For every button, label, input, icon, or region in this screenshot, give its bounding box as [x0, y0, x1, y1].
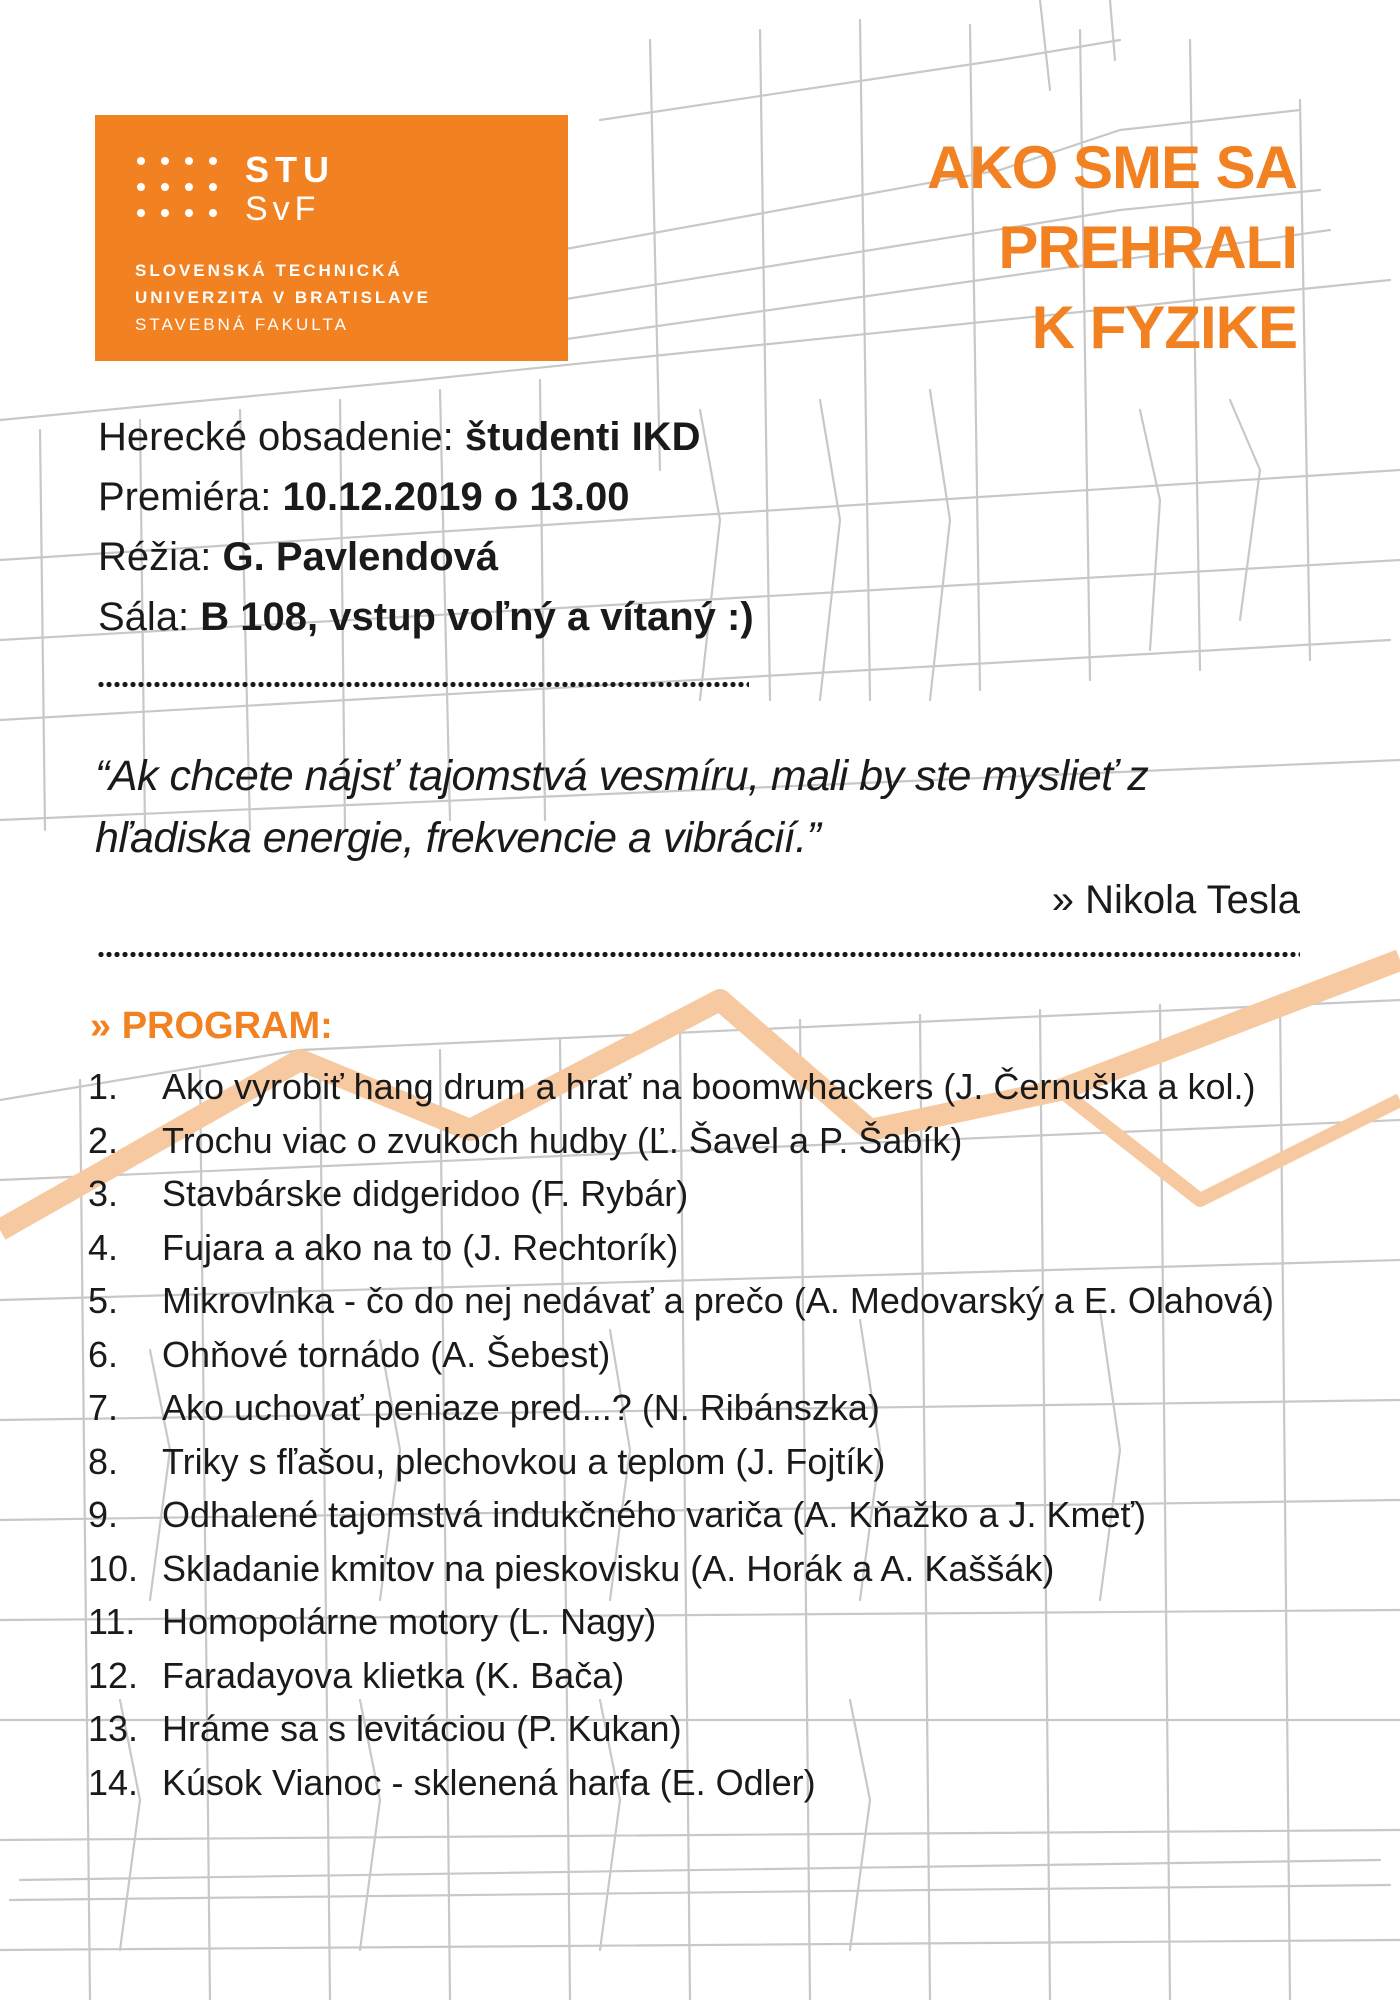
program-item-number: 10.	[88, 1547, 139, 1589]
hall-value: B 108, vstup voľný a vítaný :)	[200, 595, 754, 639]
program-list	[88, 1060, 1328, 1809]
program-item-text: Faradayova klietka (K. Bača)	[162, 1654, 625, 1696]
director-label: Réžia:	[98, 535, 223, 579]
program-item-number: 3.	[88, 1173, 119, 1214]
program-item	[88, 1167, 1328, 1221]
program-item-number: 5.	[88, 1280, 119, 1321]
program-item	[88, 1702, 1328, 1756]
program-item	[88, 1756, 1328, 1810]
program-item-number: 12.	[88, 1654, 139, 1696]
program-item-text: Trochu viac o zvukoch hudby (Ľ. Šavel a P. Šabík)	[162, 1119, 963, 1161]
program-item-number: 1.	[88, 1066, 119, 1107]
program-item	[88, 1488, 1328, 1542]
program-item-text: Homopolárne motory (L. Nagy)	[162, 1601, 657, 1642]
quote-line2: hľadiska energie, frekvencie a vibrácií.”	[95, 814, 821, 862]
dotted-divider-long	[97, 951, 1300, 958]
program-item	[88, 1542, 1328, 1596]
program-item-number: 8.	[88, 1440, 119, 1482]
program-item	[88, 1221, 1328, 1275]
cast-label: Herecké obsadenie:	[98, 415, 465, 459]
program-item	[88, 1649, 1328, 1703]
event-title	[697, 128, 1297, 368]
program-item-number: 9.	[88, 1494, 119, 1535]
premiere-value: 10.12.2019 o 13.00	[282, 475, 630, 519]
event-title-line2: PREHRALI	[998, 214, 1297, 281]
program-item-text: Ako vyrobiť hang drum a hrať na boomwhackers (J. Černuška a kol.)	[162, 1066, 1256, 1107]
program-item-number: 7.	[88, 1387, 119, 1428]
program-item-text: Kúsok Vianoc - sklenená harfa (E. Odler)	[162, 1761, 816, 1803]
premiere-label: Premiéra:	[98, 475, 283, 519]
program-item-text: Ako uchovať peniaze pred...? (N. Ribánszka)	[162, 1387, 880, 1428]
program-item	[88, 1381, 1328, 1435]
cast-value: študenti IKD	[464, 415, 701, 459]
program-item	[88, 1060, 1328, 1114]
hall-label: Sála:	[98, 595, 201, 639]
logo-brand-svf: SvF	[245, 190, 321, 228]
program-item-text: Skladanie kmitov na pieskovisku (A. Horák a A. Kaššák)	[162, 1547, 1055, 1589]
premiere-row	[98, 467, 754, 527]
quote-line1: “Ak chcete nájsť tajomstvá vesmíru, mali by ste myslieť z	[95, 752, 1149, 800]
program-item-text: Fujara a ako na to (J. Rechtorík)	[162, 1226, 679, 1268]
tesla-quote	[95, 745, 1310, 869]
logo-brand-stu: STU	[245, 149, 335, 190]
dotted-divider-short	[97, 681, 749, 688]
program-item	[88, 1114, 1328, 1168]
hall-row	[98, 587, 754, 647]
program-item	[88, 1328, 1328, 1382]
program-item-text: Ohňové tornádo (A. Šebest)	[162, 1333, 611, 1375]
logo-university-line1: SLOVENSKÁ TECHNICKÁ	[135, 261, 403, 280]
program-item-text: Triky s fľašou, plechovkou a teplom (J. Fojtík)	[162, 1440, 886, 1482]
program-item-number: 2.	[88, 1119, 119, 1161]
event-info	[98, 407, 754, 647]
program-item-number: 4.	[88, 1226, 119, 1268]
stu-svf-logo	[95, 115, 568, 361]
quote-author: » Nikola Tesla	[1051, 878, 1300, 922]
program-heading: » PROGRAM:	[90, 1005, 333, 1047]
program-item-number: 11.	[88, 1601, 136, 1642]
director-value: G. Pavlendová	[222, 535, 499, 579]
program-item-number: 13.	[88, 1708, 139, 1749]
cast-row	[98, 407, 754, 467]
logo-dots-icon	[137, 157, 227, 222]
logo-university-name	[135, 257, 431, 338]
event-title-line1: AKO SME SA	[926, 134, 1297, 201]
program-item-number: 14.	[88, 1761, 139, 1803]
program-item-text: Hráme sa s levitáciou (P. Kukan)	[162, 1708, 682, 1749]
event-title-line3: K FYZIKE	[1031, 294, 1297, 361]
program-item-number: 6.	[88, 1333, 119, 1375]
logo-faculty: STAVEBNÁ FAKULTA	[135, 315, 349, 334]
program-item-text: Mikrovlnka - čo do nej nedávať a prečo (A. Medovarský a E. Olahová)	[162, 1280, 1275, 1321]
program-item-text: Odhalené tajomstvá indukčného variča (A. Kňažko a J. Kmeť)	[162, 1494, 1146, 1535]
director-row	[98, 527, 754, 587]
program-item	[88, 1435, 1328, 1489]
logo-university-line2: UNIVERZITA V BRATISLAVE	[135, 288, 431, 307]
program-item	[88, 1595, 1328, 1649]
program-item-text: Stavbárske didgeridoo (F. Rybár)	[162, 1173, 689, 1214]
program-item	[88, 1274, 1328, 1328]
